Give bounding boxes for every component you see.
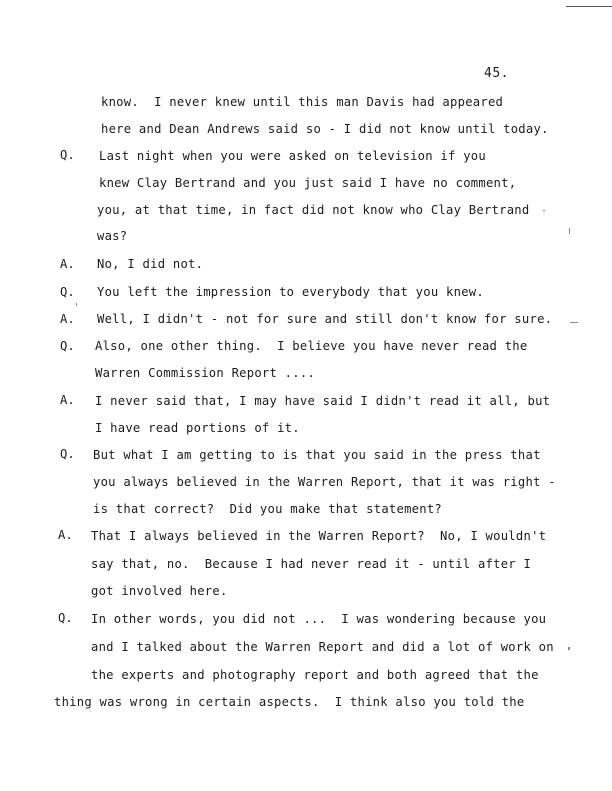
speaker-marker: A.: [58, 528, 73, 542]
text-line: here and Dean Andrews said so - I did not know until today.: [101, 122, 549, 136]
text-line: you always believed in the Warren Report, that it was right -: [93, 475, 556, 489]
scan-speck: [568, 647, 570, 650]
text-line: the experts and photography report and both agreed that the: [91, 668, 539, 682]
scan-speck: [543, 210, 545, 211]
text-line: is that correct? Did you make that statement?: [93, 502, 443, 516]
text-line: say that, no. Because I had never read it - until after I: [91, 557, 532, 571]
scan-speck: [76, 303, 77, 306]
text-line: you, at that time, in fact did not know who Clay Bertrand: [97, 203, 530, 217]
text-line: Last night when you were asked on television if you: [99, 149, 486, 163]
text-line: That I always believed in the Warren Report? No, I wouldn't: [91, 529, 547, 543]
scan-speck: [570, 322, 578, 323]
text-line: I never said that, I may have said I didn't read it all, but: [95, 394, 551, 408]
scan-edge-mark: [566, 6, 612, 7]
speaker-marker: Q.: [60, 447, 75, 461]
page-number: 45.: [484, 66, 509, 81]
speaker-marker: Q.: [60, 148, 75, 162]
speaker-marker: A.: [60, 312, 75, 326]
text-line: knew Clay Bertrand and you just said I have no comment,: [99, 176, 517, 190]
text-line: I have read portions of it.: [95, 421, 300, 435]
speaker-marker: A.: [60, 393, 75, 407]
speaker-marker: Q.: [58, 611, 73, 625]
text-line: know. I never knew until this man Davis had appeared: [101, 95, 504, 109]
text-line: Also, one other thing. I believe you have never read the: [95, 339, 528, 353]
text-line: got involved here.: [91, 584, 228, 598]
text-line: thing was wrong in certain aspects. I think also you told the: [54, 695, 525, 709]
text-line: Well, I didn't - not for sure and still don't know for sure.: [97, 312, 553, 326]
text-line: You left the impression to everybody that you knew.: [97, 285, 484, 299]
text-line: But what I am getting to is that you said in the press that: [93, 448, 541, 462]
text-line: In other words, you did not ... I was wondering because you: [91, 612, 547, 626]
text-line: No, I did not.: [97, 257, 204, 271]
speaker-marker: Q.: [60, 285, 75, 299]
text-line: and I talked about the Warren Report and did a lot of work on: [91, 640, 554, 654]
text-line: Warren Commission Report ....: [95, 366, 316, 380]
speaker-marker: Q.: [60, 339, 75, 353]
scan-speck: [569, 228, 570, 234]
text-line: was?: [97, 229, 128, 243]
speaker-marker: A.: [60, 257, 75, 271]
